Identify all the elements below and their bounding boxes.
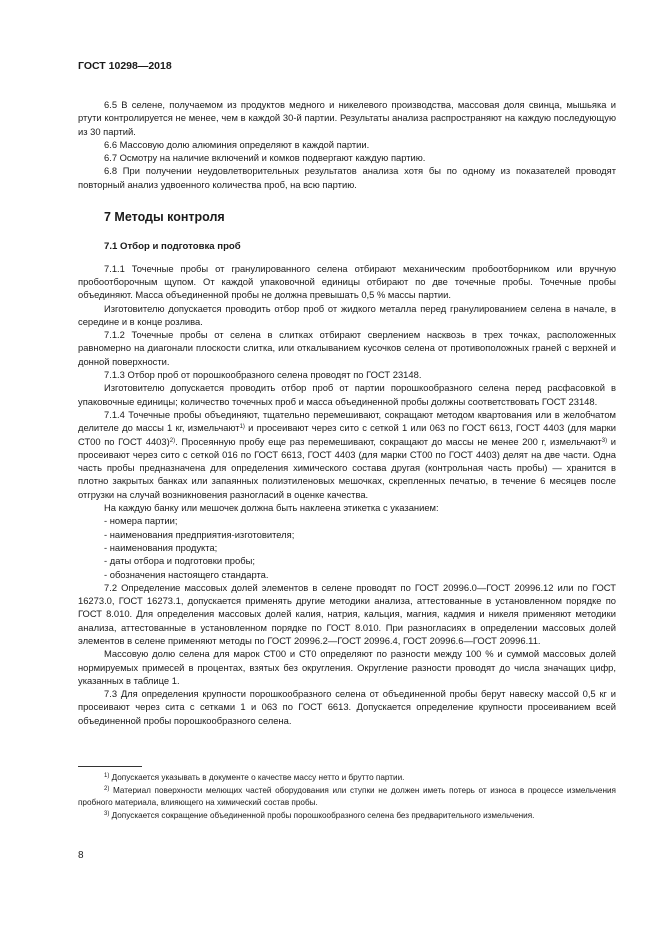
paragraph-7-1-1: 7.1.1 Точечные пробы от гранулированного селена отбирают механическим пробоотборником или вручную пробоотборочным щупом. От каждой упаковочной единицы отбирают по две точечные пробы. Точечные пробы объединяют. Масса объединенной пробы не должна превышать 0,5 % массы партии. <box>78 262 616 301</box>
footnote-1 <box>78 772 616 783</box>
paragraph-liquid-metal: Изготовителю допускается проводить отбор проб от жидкого металла перед гранулированием селена в начале, в середине и в конце розлива. <box>78 302 616 327</box>
footnote-ref-1: 1) <box>239 424 245 431</box>
footnote-2 <box>78 785 616 808</box>
paragraph-selenium-mass: Массовую долю селена для марок СТ00 и СТ0 определяют по разности между 100 % и суммой массовых долей нормируемых примесей в процентах, взятых без округления. Округление разности проводят до числа значащих цифр, указанных в таблице 1. <box>78 648 616 686</box>
list-item: - обозначения настоящего стандарта. <box>104 568 269 580</box>
paragraph-7-2: 7.2 Определение массовых долей элементов в селене проводят по ГОСТ 20996.0—ГОСТ 20996.12 или по ГОСТ 16273.0, ГОСТ 16273.1, допускается применять другие методики анализа, аттестованные в установленном порядке по ГОСТ 8.010. Для определения массовых долей калия, натрия, кальция, магния, кадмия и никеля применяют методики анализа, аттестованные в установленном порядке по ГОСТ 8.010. При разногласиях в определении массовых долей элементов в селене применяют методы по ГОСТ 20996.2—ГОСТ 20996.4, ГОСТ 20996.6—ГОСТ 20996.11. <box>78 581 616 646</box>
footnote-divider <box>78 766 142 767</box>
paragraph-6-5: 6.5 В селене, получаемом из продуктов медного и никелевого производства, массовая доля свинца, мышьяка и ртути контролируется не менее, чем в каждой 30-й партии. Результаты анализа распространяют на каждую последующую из 30 партий. <box>78 99 616 137</box>
text-run: 7.1.4 Точечные пробы объединяют, тщательно перемешивают, сокращают методом квартования или в желобчатом делителе до массы 1 кг, измельчают <box>78 408 616 434</box>
footnote-mark: 1) <box>104 773 110 779</box>
subsection-title: 7.1 Отбор и подготовка проб <box>104 241 241 253</box>
list-item: - наименования предприятия-изготовителя; <box>104 528 295 540</box>
list-item: - наименования продукта; <box>104 541 218 553</box>
paragraph-powder-sampling: Изготовителю допускается проводить отбор проб от партии порошкообразного селена перед расфасовкой в упаковочные единицы; количество точечных проб и масса объединенной пробы должны соответствовать ГОСТ 23148. <box>78 382 616 407</box>
paragraph-7-1-3: 7.1.3 Отбор проб от порошкообразного селена проводят по ГОСТ 23148. <box>104 369 422 381</box>
page-number: 8 <box>78 850 84 861</box>
paragraph-7-3: 7.3 Для определения крупности порошкообразного селена от объединенной пробы берут навеску массой 0,5 кг и просеивают через сита с сетками 1 и 063 по ГОСТ 6613. Допускается определение крупности просеиванием всей объединенной пробы порошкообразного селена. <box>78 688 616 726</box>
footnote-text: Допускается указывать в документе о качестве массу нетто и брутто партии. <box>109 773 405 782</box>
footnote-ref-2: 2) <box>169 437 176 444</box>
footnote-text: Допускается сокращение объединенной пробы порошкообразного селена без предварительного измельчения. <box>109 810 535 820</box>
footnote-mark: 3) <box>104 810 110 817</box>
footnotes <box>78 772 616 823</box>
paragraph-6-8: 6.8 При получении неудовлетворительных результатов анализа хотя бы по одному из показателей проводят повторный анализ удвоенного количества проб, на всю партию. <box>78 165 616 190</box>
paragraph-6-6: 6.6 Массовую долю алюминия определяют в каждой партии. <box>104 138 370 150</box>
footnote-3 <box>78 810 616 821</box>
list-item: - даты отбора и подготовки пробы; <box>104 555 255 567</box>
label-intro: На каждую банку или мешочек должна быть наклеена этикетка с указанием: <box>104 502 439 514</box>
footnote-ref-3: 3) <box>601 437 608 444</box>
main-text <box>78 98 616 727</box>
paragraph-7-1-4 <box>78 408 616 501</box>
text-run: . Просеянную пробу еще раз перемешивают, сокращают до массы не менее 200 г, измельчают <box>175 435 602 447</box>
paragraph-6-7: 6.7 Осмотру на наличие включений и комков подвергают каждую партию. <box>104 152 426 164</box>
paragraph-7-1-2: 7.1.2 Точечные пробы от селена в слитках отбирают сверлением насквозь в трех точках, расположенных равномерно на диагонали плоскости слитка, или откалыванием кусочков селена от противоположных граней с верхней и донной поверхности. <box>78 329 616 367</box>
footnote-mark: 2) <box>104 786 110 793</box>
text-run: и просеивают через сито с сеткой 1 или 063 по ГОСТ 6613, ГОСТ 4403 (для марки СТ00 по ГОСТ 4403) <box>78 422 617 447</box>
document-code-header: ГОСТ 10298—2018 <box>78 60 172 72</box>
text-run: и просеивают через сито с сеткой 016 по ГОСТ 6613, ГОСТ 4403 (для марки СТ00 по ГОСТ 4403) делят на две части. Одна часть пробы предназначена для определения химического состава другая (контрольная часть пробы) — хранится в плотно закрытых банках или запаянных полиэтиленовых мешочках, скрепленных печатью, в течение 6 месяцев после отгрузки на случай возникновения разногласий в оценке качества. <box>78 435 616 500</box>
list-item: - номера партии; <box>104 515 178 527</box>
section-title: 7 Методы контроля <box>104 210 225 225</box>
footnote-text: Материал поверхности мелющих частей оборудования или ступки не должен иметь потерь от износа в процессе измельчения пробного материала, влияющего на химический состав пробы. <box>78 786 616 807</box>
